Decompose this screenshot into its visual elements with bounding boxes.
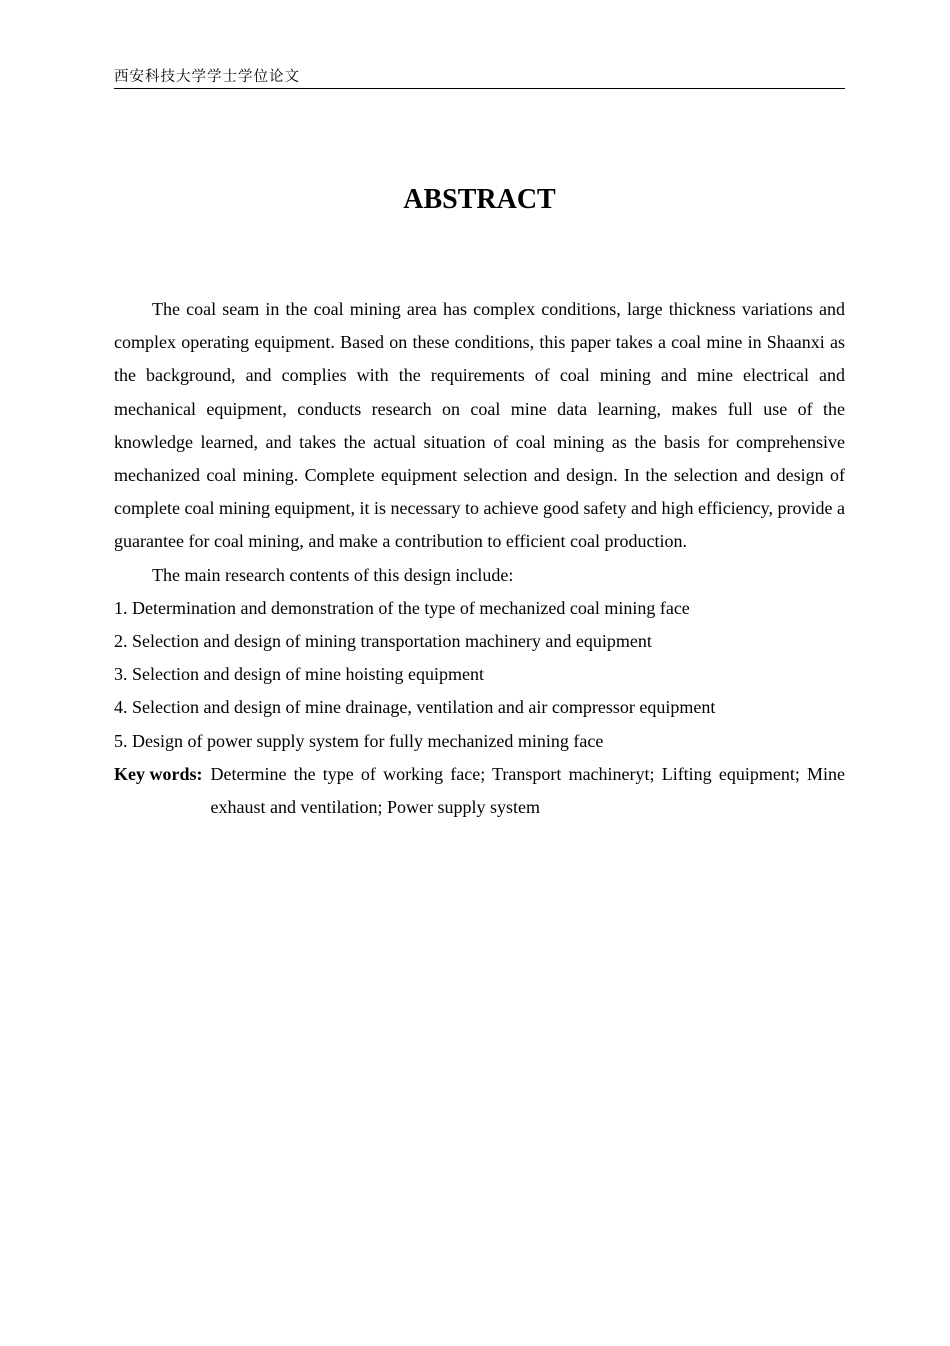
contents-list-item: 3. Selection and design of mine hoisting equipment: [114, 664, 484, 685]
contents-list-item: 4. Selection and design of mine drainage, ventilation and air compressor equipment: [114, 697, 716, 718]
contents-list-item: 1. Determination and demonstration of the type of mechanized coal mining face: [114, 597, 690, 618]
contents-list-item: 2. Selection and design of mining transportation machinery and equipment: [114, 631, 652, 652]
running-header: 西安科技大学学士学位论文: [114, 66, 845, 89]
contents-list-item: 5. Design of power supply system for fully mechanized mining face: [114, 730, 604, 751]
keywords-text: Determine the type of working face; Transport machineryt; Lifting equipment; Mine exhaust and ventilation; Power supply system: [210, 763, 845, 818]
abstract-title: ABSTRACT: [403, 184, 556, 215]
keywords-label: Key words:: [114, 763, 203, 784]
keywords-block: [114, 758, 845, 824]
abstract-paragraph: The coal seam in the coal mining area has complex conditions, large thickness variations and complex operating equipment. Based on these conditions, this paper takes a coal mine in Shaanxi as the background, and complies with the requirements of coal mining and mine electrical and mechanical equipment, conducts research on coal mine data learning, makes full use of the knowledge learned, and takes the actual situation of coal mining as the basis for comprehensive mechanized coal mining. Complete equipment selection and design. In the selection and design of complete coal mining equipment, it is necessary to achieve good safety and high efficiency, provide a guarantee for coal mining, and make a contribution to efficient coal production.: [114, 299, 845, 552]
abstract-body: [114, 293, 845, 824]
research-contents-intro: The main research contents of this design include:: [152, 564, 514, 585]
